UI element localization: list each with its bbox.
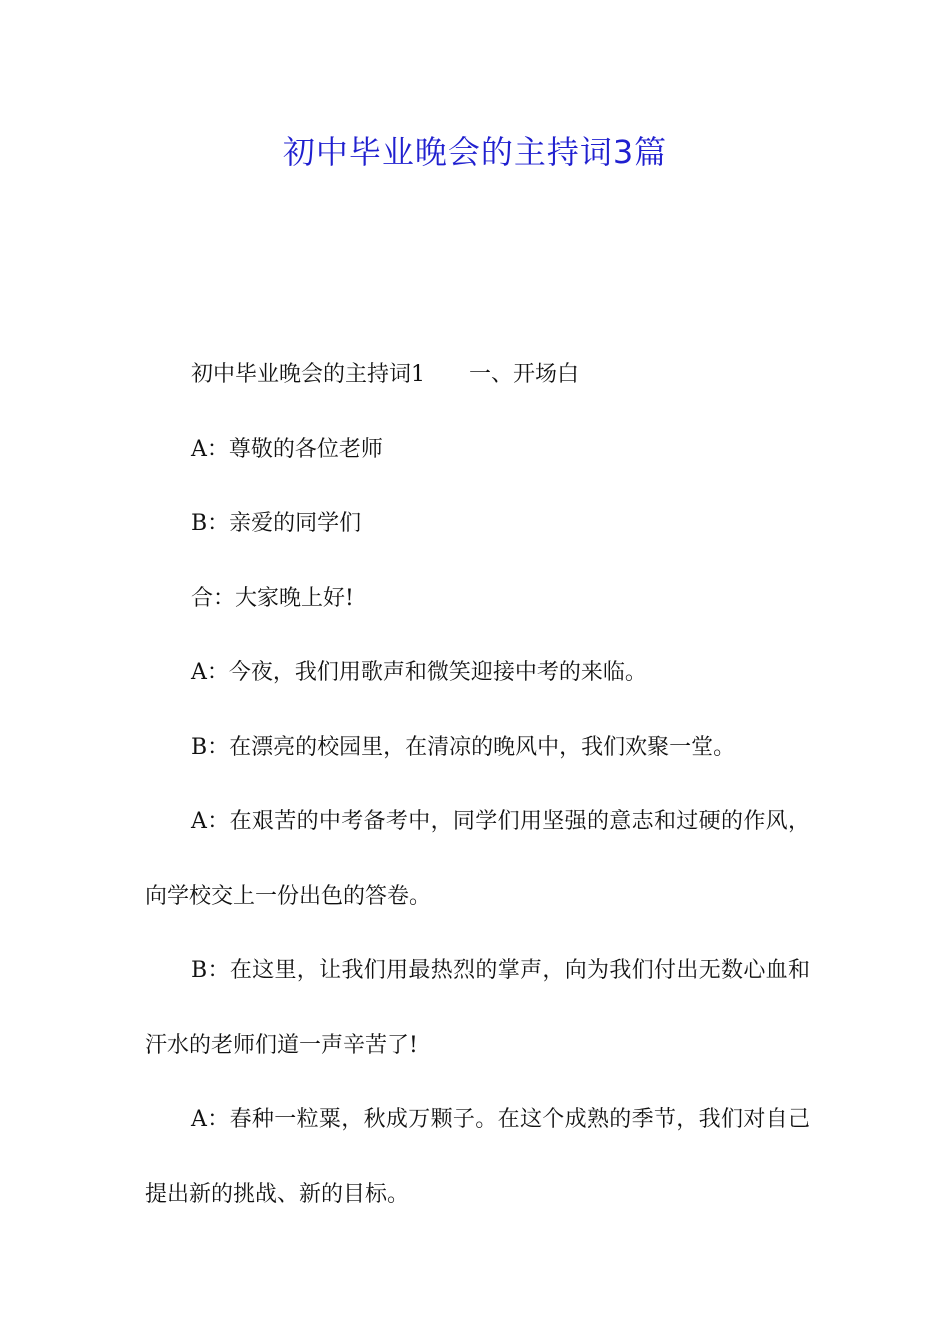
paragraph-3: B：亲爱的同学们	[191, 511, 362, 536]
document-title: 初中毕业晚会的主持词3篇	[282, 133, 668, 171]
paragraph-4: 合：大家晚上好!	[191, 585, 354, 611]
paragraph-1: 初中毕业晚会的主持词1 一、开场白	[191, 362, 579, 387]
paragraph-5: A：今夜，我们用歌声和微笑迎接中考的来临。	[191, 660, 647, 685]
paragraph-2: A：尊敬的各位老师	[191, 436, 383, 462]
paragraph-8: B：在这里，让我们用最热烈的掌声，向为我们付出无数心血和汗水的老师们道一声辛苦了!	[145, 958, 810, 1058]
paragraph-7: A：在艰苦的中考备考中，同学们用坚强的意志和过硬的作风，向学校交上一份出色的答卷。	[145, 809, 810, 909]
paragraph-9: A：春种一粒粟，秋成万颗子。在这个成熟的季节，我们对自己提出新的挑战、新的目标。	[145, 1107, 810, 1207]
document-body	[145, 338, 810, 1232]
paragraph-6: B：在漂亮的校园里，在清凉的晚风中，我们欢聚一堂。	[191, 734, 736, 760]
